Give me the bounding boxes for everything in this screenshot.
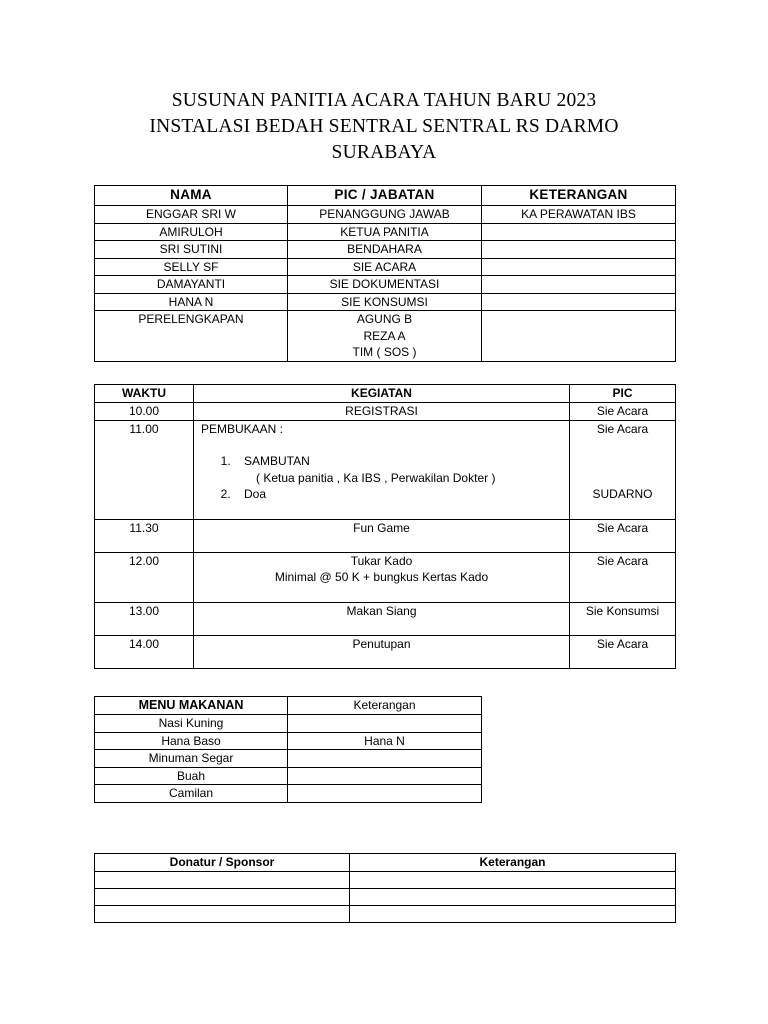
cell-keterangan (482, 276, 676, 294)
cell-jabatan: SIE DOKUMENTASI (288, 276, 482, 294)
table-row (95, 241, 676, 259)
cell-nama: AMIRULOH (95, 223, 288, 241)
table-header-row (95, 854, 676, 872)
cell-pic: Sie Acara (570, 552, 676, 602)
cell-waktu: 11.00 (95, 420, 194, 519)
column-header-jabatan: PIC / JABATAN (288, 186, 482, 206)
list-item (234, 486, 569, 503)
jabatan-line: TIM ( SOS ) (352, 345, 417, 359)
list-item-subtext: ( Ketua panitia , Ka IBS , Perwakilan Dokter ) (256, 470, 496, 485)
cell-keterangan (288, 785, 482, 803)
cell-waktu: 11.30 (95, 519, 194, 552)
table-row (95, 311, 676, 362)
column-header-nama: NAMA (95, 186, 288, 206)
column-header-pic: PIC (570, 385, 676, 403)
cell-menu-item: Minuman Segar (95, 750, 288, 768)
committee-table (94, 185, 676, 362)
column-header-keterangan: KETERANGAN (482, 186, 676, 206)
pic-bottom: SUDARNO (592, 487, 653, 501)
cell-jabatan: PENANGGUNG JAWAB (288, 206, 482, 224)
list-item-text: SAMBUTAN (244, 454, 310, 468)
cell-menu-item: Nasi Kuning (95, 715, 288, 733)
column-header-keterangan: Keterangan (288, 697, 482, 715)
pic-top: Sie Acara (596, 421, 649, 436)
cell-pic: Sie Acara (570, 635, 676, 668)
document-title (0, 88, 768, 166)
table-row (95, 750, 482, 768)
jabatan-line: REZA A (363, 328, 406, 343)
cell-kegiatan: Penutupan (194, 635, 570, 668)
table-row (95, 872, 676, 889)
table-row (95, 519, 676, 552)
title-line-2: INSTALASI BEDAH SENTRAL SENTRAL RS DARMO (149, 116, 619, 137)
cell-donatur (95, 872, 350, 889)
column-header-keterangan: Keterangan (350, 854, 676, 872)
cell-keterangan (350, 906, 676, 923)
schedule-table (94, 384, 676, 669)
cell-keterangan (482, 293, 676, 311)
cell-pic: Sie Acara (570, 403, 676, 421)
column-header-waktu: WAKTU (95, 385, 194, 403)
table-row (95, 223, 676, 241)
cell-menu-item: Buah (95, 767, 288, 785)
table-header-row (95, 697, 482, 715)
cell-pic (570, 420, 676, 519)
cell-waktu: 13.00 (95, 602, 194, 635)
table-row (95, 403, 676, 421)
sponsor-table (94, 853, 676, 923)
column-header-menu: MENU MAKANAN (95, 697, 288, 715)
cell-keterangan: Hana N (288, 732, 482, 750)
table-row (95, 906, 676, 923)
cell-keterangan (482, 311, 676, 362)
cell-keterangan (482, 258, 676, 276)
table-row (95, 732, 482, 750)
table-row (95, 889, 676, 906)
cell-kegiatan (194, 552, 570, 602)
cell-keterangan (350, 889, 676, 906)
cell-kegiatan: Makan Siang (194, 602, 570, 635)
table-header-row (95, 186, 676, 206)
cell-menu-item: Camilan (95, 785, 288, 803)
table-row (95, 635, 676, 668)
cell-jabatan: SIE KONSUMSI (288, 293, 482, 311)
title-line-3: SURABAYA (331, 142, 437, 163)
cell-jabatan (288, 311, 482, 362)
cell-kegiatan (194, 420, 570, 519)
table-row (95, 767, 482, 785)
cell-nama: ENGGAR SRI W (95, 206, 288, 224)
column-header-kegiatan: KEGIATAN (194, 385, 570, 403)
cell-keterangan (288, 750, 482, 768)
table-row (95, 206, 676, 224)
list-item (234, 453, 569, 486)
cell-donatur (95, 889, 350, 906)
table-row (95, 420, 676, 519)
cell-nama: PERELENGKAPAN (95, 311, 288, 362)
table-row (95, 258, 676, 276)
menu-table (94, 696, 482, 803)
cell-keterangan (350, 872, 676, 889)
list-item-text: Doa (244, 487, 267, 501)
cell-keterangan (482, 223, 676, 241)
cell-waktu: 12.00 (95, 552, 194, 602)
kegiatan-text: Tukar Kado (350, 553, 413, 568)
table-row (95, 715, 482, 733)
cell-jabatan: KETUA PANITIA (288, 223, 482, 241)
cell-donatur (95, 906, 350, 923)
cell-waktu: 14.00 (95, 635, 194, 668)
cell-kegiatan: REGISTRASI (194, 403, 570, 421)
table-row (95, 602, 676, 635)
cell-keterangan (288, 715, 482, 733)
kegiatan-subtext: Minimal @ 50 K + bungkus Kertas Kado (274, 570, 489, 584)
cell-nama: SRI SUTINI (95, 241, 288, 259)
table-row (95, 785, 482, 803)
cell-keterangan (482, 241, 676, 259)
cell-jabatan: BENDAHARA (288, 241, 482, 259)
table-row (95, 552, 676, 602)
cell-menu-item: Hana Baso (95, 732, 288, 750)
table-row (95, 276, 676, 294)
pembukaan-heading: PEMBUKAAN : (201, 421, 284, 436)
cell-nama: HANA N (95, 293, 288, 311)
table-header-row (95, 385, 676, 403)
cell-nama: DAMAYANTI (95, 276, 288, 294)
cell-keterangan: KA PERAWATAN IBS (482, 206, 676, 224)
cell-keterangan (288, 767, 482, 785)
cell-waktu: 10.00 (95, 403, 194, 421)
cell-kegiatan: Fun Game (194, 519, 570, 552)
cell-pic: Sie Konsumsi (570, 602, 676, 635)
jabatan-line: AGUNG B (356, 312, 413, 326)
cell-nama: SELLY SF (95, 258, 288, 276)
agenda-list (201, 453, 569, 503)
cell-jabatan: SIE ACARA (288, 258, 482, 276)
cell-pic: Sie Acara (570, 519, 676, 552)
column-header-donatur: Donatur / Sponsor (95, 854, 350, 872)
table-row (95, 293, 676, 311)
title-line-1: SUSUNAN PANITIA ACARA TAHUN BARU 2023 (171, 90, 597, 111)
